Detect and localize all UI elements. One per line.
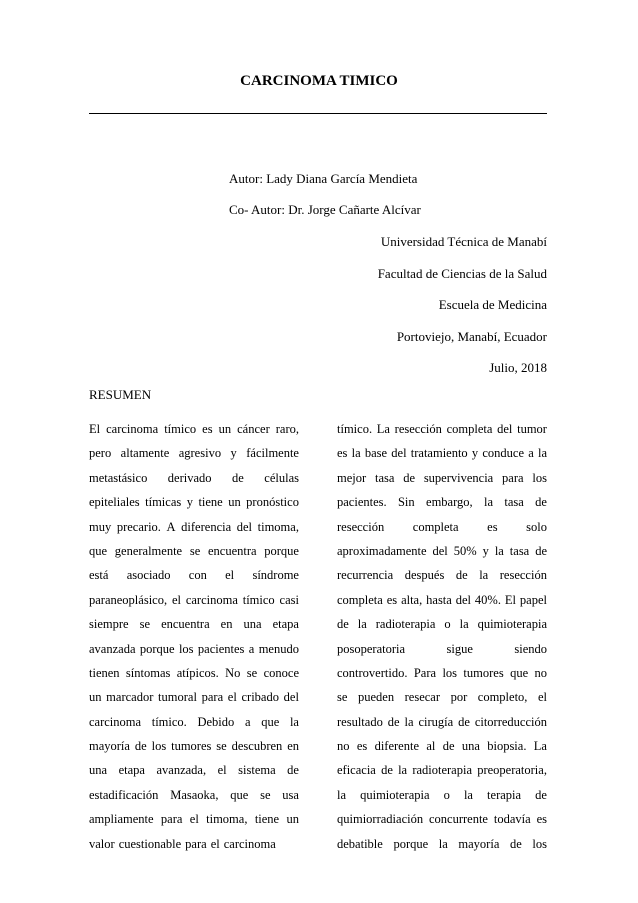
abstract-word: terapia [487,787,522,802]
abstract-word: para [201,690,224,705]
abstract-word: diferente [374,739,419,754]
abstract-word: tasa [509,543,530,558]
abstract-word: el [227,690,237,705]
abstract-word: los [178,641,194,656]
abstract-word: La [533,739,547,754]
abstract-line [337,441,547,465]
abstract-word: un [286,812,299,827]
abstract-word: tasa [504,495,524,510]
abstract-word: precario. [116,519,161,534]
abstract-word: los [442,665,458,680]
abstract-line [337,637,547,661]
abstract-line-words [337,758,547,782]
abstract-line-words [337,734,547,758]
abstract-word: de [535,543,547,558]
abstract-line [89,661,299,685]
abstract-word: es [487,519,498,534]
abstract-word: atípicos. [176,665,219,680]
abstract-line [337,734,547,758]
abstract-word: carcinoma [185,592,238,607]
abstract-line-words [89,466,299,490]
abstract-word: se [216,739,227,754]
abstract-word: casi [279,592,299,607]
abstract-word: de [509,836,522,851]
abstract-line-words [337,661,547,685]
abstract-word: para [185,836,207,851]
abstract-word: del [455,592,472,607]
abstract-word: se [139,617,151,632]
abstract-line [89,685,299,709]
abstract-word: porque [139,641,175,656]
abstract-word: 40%. [474,592,501,607]
abstract-line-words [89,807,299,831]
abstract-word: sistema [238,763,276,778]
affiliation-date: Julio, 2018 [489,360,547,375]
affiliation-faculty: Facultad de Ciencias de la Salud [377,266,547,281]
abstract-word: los [532,836,547,851]
abstract-line [337,832,547,856]
abstract-line [337,710,547,734]
abstract-line [337,563,547,587]
abstract-word: el [217,763,227,778]
abstract-word: conoce [263,665,299,680]
abstract-word: epiteliales [89,495,140,510]
abstract-line [89,807,299,831]
abstract-word: mejor [337,470,367,485]
abstract-word: papel [519,592,547,607]
abstract-line [337,417,547,441]
abstract-word: avanzada [89,641,136,656]
abstract-word: la [404,714,414,729]
abstract-word: porque [264,543,299,558]
abstract-word: derivado [167,470,212,485]
abstract-word: Masaoka, [170,787,219,802]
abstract-word: encuentra [161,617,210,632]
abstract-word: concurrente [428,812,488,827]
abstract-word: está [89,568,109,583]
abstract-word: la [438,836,448,851]
abstract-word: mayoría [89,739,130,754]
abstract-word: eficacia [337,763,376,778]
abstract-word: No [225,665,241,680]
abstract-word: una [243,617,262,632]
abstract-word: alta, [401,592,423,607]
abstract-word: siendo [514,641,547,656]
abstract-line-words [89,783,299,807]
abstract-word: de [381,763,393,778]
abstract-line [89,417,299,441]
abstract-word: de [232,470,244,485]
abstract-word: Debido [197,714,235,729]
abstract-word: a [244,714,251,729]
abstract-word: al [426,739,436,754]
abstract-word: diferencia [181,519,232,534]
abstract-line [337,466,547,490]
abstract-word: timoma, [257,519,299,534]
abstract-line [337,661,547,685]
abstract-word: tumoral [158,690,197,705]
abstract-word: tratamiento [410,446,468,461]
abstract-word: pacientes. [337,495,387,510]
abstract-line-words [337,515,547,539]
abstract-word: tímico [242,592,275,607]
abstract-word: o [443,787,450,802]
abstract-word: que [510,665,529,680]
abstract-word: en [287,739,299,754]
abstract-word: solo [526,519,547,534]
abstract-word: tímico. [337,422,373,436]
abstract-word: todavía [493,812,531,827]
abstract-word: hasta [426,592,452,607]
abstract-word: descubren [231,739,283,754]
abstract-word: la [357,617,367,632]
abstract-word: tasa [374,470,395,485]
affiliation-location: Portoviejo, Manabí, Ecuador [396,329,547,344]
abstract-word: avanzada, [156,763,207,778]
abstract-word: muy [89,519,112,534]
abstract-word: un [218,422,232,436]
abstract-line [89,710,299,734]
abstract-word: síndrome [252,568,299,583]
abstract-word: valor [89,836,115,851]
abstract-word: A [166,519,176,534]
abstract-word: la [494,543,504,558]
abstract-line [337,515,547,539]
abstract-word: el [189,812,199,827]
abstract-word: quimioterapia [477,617,547,632]
abstract-word: tienen [89,665,120,680]
abstract-word: la [537,446,547,461]
abstract-word: tumores [171,739,212,754]
abstract-word: tímico [164,422,197,436]
abstract-right-column [337,417,547,856]
abstract-word: quimiorradiación [337,812,424,827]
abstract-line-words [337,563,547,587]
abstract-word: una [89,763,108,778]
abstract-word: asociado [126,568,171,583]
abstract-word: El [504,592,516,607]
abstract-line [89,515,299,539]
abstract-line-words [89,710,299,734]
abstract-word: fácilmente [246,446,299,461]
abstract-word: los [151,739,167,754]
abstract-word: siempre [89,617,129,632]
abstract-line [337,783,547,807]
abstract-word: y [186,495,193,510]
abstract-line [89,612,299,636]
abstract-word: de [535,787,547,802]
abstract-word: completa [337,592,383,607]
abstract-word: ampliamente [89,812,154,827]
abstract-line-words [89,637,299,661]
abstract-word: porque [393,836,429,851]
abstract-word: tímicas [145,495,182,510]
abstract-word: citorreducción [474,714,547,729]
abstract-line-words [337,612,547,636]
abstract-line-words [89,588,299,612]
abstract-word: timoma, [206,812,248,827]
abstract-word: y [230,446,237,461]
abstract-word: del [391,446,407,461]
abstract-word: marcador [106,690,154,705]
abstract-word: tímico. [151,714,187,729]
abstract-word: la [398,763,408,778]
abstract-word: raro, [275,422,299,436]
abstract-word: se [246,665,258,680]
abstract-word: El [89,422,101,436]
abstract-left-column [89,417,299,856]
abstract-line [89,734,299,758]
abstract-word: la [351,446,361,461]
abstract-word: cuestionable [118,836,182,851]
abstract-line-words [337,710,547,734]
abstract-line-words [337,490,547,514]
abstract-word: de [458,714,470,729]
abstract-line-words [337,807,547,831]
abstract-line [89,563,299,587]
abstract-word: pacientes [197,641,245,656]
abstract-word: resección [499,568,547,583]
abstract-word: base [364,446,388,461]
abstract-word: completa [412,519,459,534]
abstract-line [337,612,547,636]
abstract-word: estadificación [89,787,159,802]
abstract-line-words [337,539,547,563]
abstract-line-words [89,685,299,709]
abstract-line [89,441,299,465]
abstract-word: una [461,739,480,754]
abstract-word: no [337,739,350,754]
abstract-line [89,758,299,782]
abstract-line [89,539,299,563]
abstract-word: de [455,568,468,583]
abstract-word: síntomas [125,665,171,680]
abstract-line-words [337,832,547,856]
abstract-line-words [89,417,299,441]
abstract-word: controvertido. [337,665,408,680]
coauthor-line: Co- Autor: Dr. Jorge Cañarte Alcívar [229,202,421,217]
abstract-word: que [261,714,280,729]
abstract-word: generalmente [114,543,183,558]
abstract-word: supervivencia [423,470,494,485]
abstract-word: los [532,470,547,485]
abstract-line-words [89,563,299,587]
abstract-line [337,807,547,831]
abstract-word: el [210,836,220,851]
abstract-line-words [89,441,299,465]
abstract-word: por [450,690,468,705]
abstract-line-words [337,783,547,807]
abstract-word: etapa [272,617,299,632]
abstract-line-words [337,637,547,661]
abstract-word: de [442,739,455,754]
abstract-word: después [404,568,445,583]
abstract-word: del [432,543,448,558]
abstract-word: de [403,470,416,485]
abstract-word: tiene [254,812,280,827]
abstract-word: del [497,422,513,436]
abstract-word: mayoría [458,836,500,851]
abstract-line-words [337,685,547,709]
abstract-word: quimioterapia [360,787,430,802]
abstract-word: agresivo [178,446,222,461]
abstract-word: un [228,495,241,510]
abstract-word: tumores [463,665,504,680]
abstract-word: se [337,690,348,705]
abstract-word: embargo, [426,495,473,510]
abstract-line-words [89,832,299,856]
abstract-word: con [188,568,207,583]
abstract-word: del [236,519,253,534]
abstract-word: resección [337,519,385,534]
abstract-line-words [89,515,299,539]
abstract-word: resecar [404,690,441,705]
abstract-word: debatible [337,836,383,851]
abstract-line [89,588,299,612]
abstract-word: la [459,617,469,632]
abstract-word: la [479,568,489,583]
abstract-word: de [387,714,400,729]
abstract-word: altamente [120,446,170,461]
abstract-word: completo, [477,690,528,705]
abstract-word: de [535,495,547,510]
abstract-word: cáncer [237,422,270,436]
abstract-word: preoperatoria, [477,763,547,778]
abstract-word: pero [89,446,112,461]
abstract-word: de [337,617,349,632]
abstract-word: el [225,568,235,583]
abstract-word: metastásico [89,470,148,485]
abstract-word: radioterapia [412,763,472,778]
abstract-word: para [502,470,524,485]
abstract-word: células [264,470,299,485]
abstract-word: recurrencia [337,568,394,583]
abstract-line-words [337,588,547,612]
abstract-word: conduce [482,446,524,461]
abstract-word: la [337,787,347,802]
abstract-word: radioterapia [375,617,436,632]
abstract-word: es [202,422,213,436]
abstract-word: en [220,617,233,632]
abstract-line-words [89,612,299,636]
abstract-line-words [89,661,299,685]
abstract-word: es [386,592,398,607]
abstract-word: cribado [241,690,279,705]
abstract-line [89,490,299,514]
abstract-line [89,637,299,661]
abstract-word: a [248,641,255,656]
abstract-line-words [337,441,547,465]
abstract-word: es [356,739,368,754]
abstract-line-words [337,466,547,490]
abstract-line-words [89,734,299,758]
abstract-word: carcinoma [223,836,276,851]
abstract-word: o [444,617,451,632]
abstract-word: posoperatoria [337,641,406,656]
abstract-word: cirugía [418,714,454,729]
abstract-word: aproximadamente [337,543,427,558]
abstract-word: usa [282,787,299,802]
abstract-word: 50% [453,543,477,558]
affiliation-university: Universidad Técnica de Manabí [380,234,547,249]
abstract-word: biopsia. [487,739,527,754]
abstract-word: se [189,543,201,558]
abstract-word: de [134,739,147,754]
abstract-word: que [89,543,108,558]
abstract-line [89,466,299,490]
abstract-word: el [537,690,547,705]
abstract-word: tiene [198,495,223,510]
abstract-line [337,539,547,563]
abstract-line-words [89,490,299,514]
abstract-word: un [89,690,102,705]
abstract-line [89,783,299,807]
abstract-word: carcinoma [89,714,142,729]
abstract-word: la [463,787,473,802]
abstract-word: que [230,787,249,802]
abstract-line [337,588,547,612]
abstract-word: carcinoma [106,422,159,436]
abstract-line [337,685,547,709]
abstract-word: etapa [118,763,145,778]
abstract-word: es [536,812,547,827]
abstract-word: tumor [517,422,547,436]
abstract-word: menudo [258,641,299,656]
abstract-word: para [160,812,183,827]
abstract-word: Sin [397,495,415,510]
author-line: Autor: Lady Diana García Mendieta [229,171,418,186]
abstract-word: y [471,446,479,461]
abstract-line [89,832,299,856]
abstract-word: paraneoplásico, [89,592,168,607]
abstract-word: el [171,592,181,607]
abstract-word: de [287,763,299,778]
abstract-word: y [482,543,489,558]
abstract-word: pronóstico [246,495,299,510]
abstract-line-words [89,758,299,782]
abstract-word: del [283,690,299,705]
abstract-word: es [337,446,348,461]
abstract-line-words [337,417,547,441]
abstract-word: completa [446,422,493,436]
abstract-word: resultado [337,714,383,729]
abstract-word: pueden [357,690,395,705]
abstract-line [337,490,547,514]
abstract-word: Para [413,665,437,680]
abstract-word: a [528,446,534,461]
abstract-word: resección [394,422,442,436]
abstract-word: sigue [446,641,473,656]
title-divider [89,113,547,114]
affiliation-school: Escuela de Medicina [438,297,547,312]
document-title: CARCINOMA TIMICO [240,73,398,89]
abstract-word: la [289,714,299,729]
abstract-line [337,758,547,782]
abstract-word: se [260,787,271,802]
abstract-word: no [534,665,547,680]
abstract-line-words [89,539,299,563]
abstract-word: La [376,422,390,436]
abstract-word: la [484,495,494,510]
abstract-word: encuentra [207,543,257,558]
section-heading-resumen: RESUMEN [89,387,152,402]
